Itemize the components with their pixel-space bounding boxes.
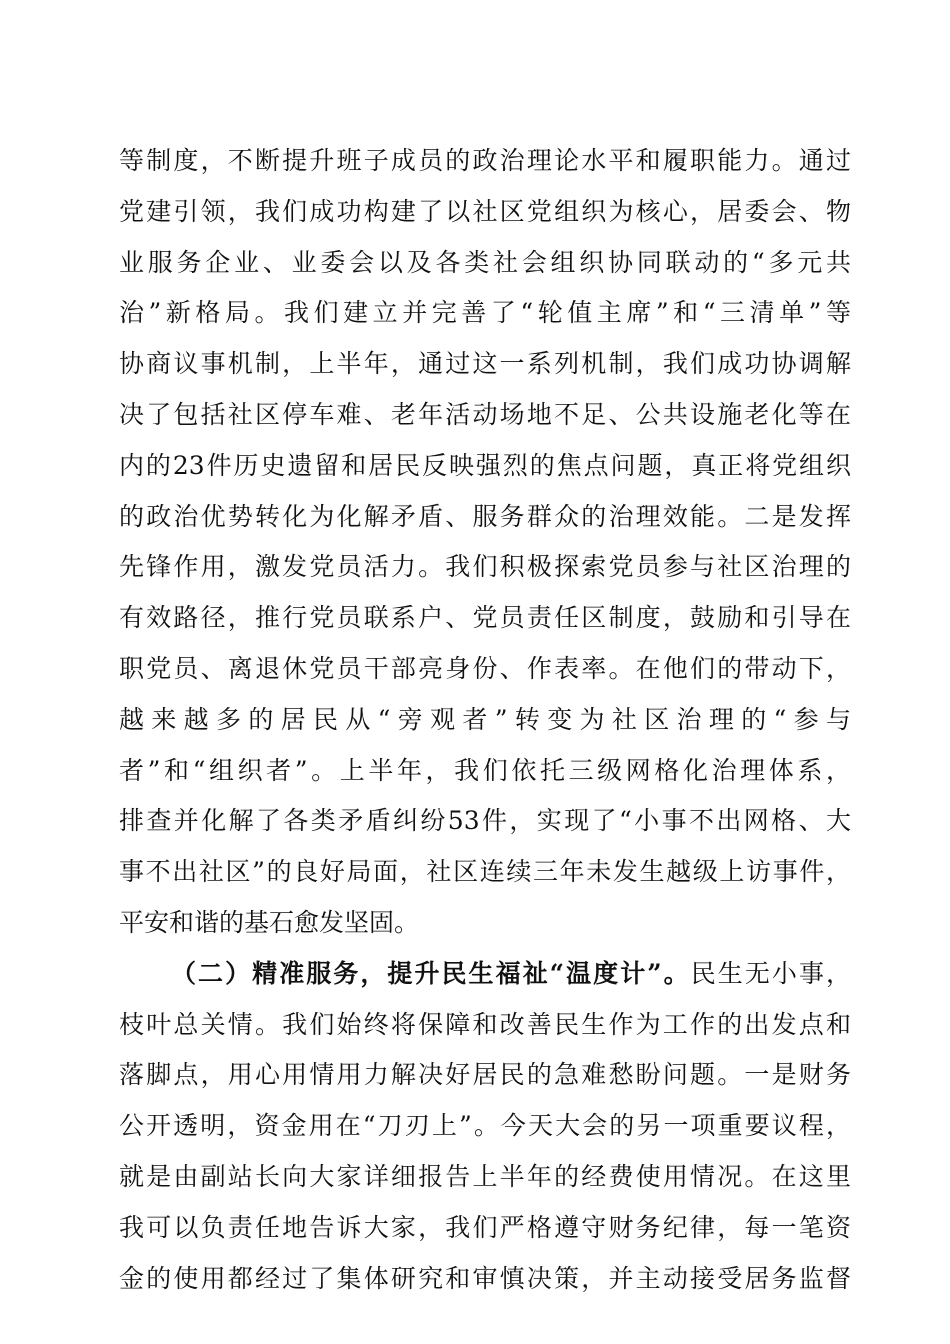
paragraph-line: 治”新格局。我们建立并完善了“轮值主席”和“三清单”等 — [119, 298, 851, 328]
section-line: 金的使用都经过了集体研究和审慎决策，并主动接受居务监督 — [119, 1263, 851, 1293]
paragraph-line: 党建引领，我们成功构建了以社区党组织为核心，居委会、物 — [119, 196, 851, 226]
section-line: 落脚点，用心用情用力解决好居民的急难愁盼问题。一是财务 — [119, 1060, 851, 1090]
paragraph-line: 先锋作用，激发党员活力。我们积极探索党员参与社区治理的 — [119, 552, 851, 582]
section-line: 就是由副站长向大家详细报告上半年的经费使用情况。在这里 — [119, 1161, 851, 1191]
section-line: 公开透明，资金用在“刀刃上”。今天大会的另一项重要议程， — [119, 1111, 851, 1141]
paragraph-line: 排查并化解了各类矛盾纠纷53件，实现了“小事不出网格、大 — [119, 806, 851, 836]
paragraph-line: 决了包括社区停车难、老年活动场地不足、公共设施老化等在 — [119, 399, 851, 429]
paragraph-line: 有效路径，推行党员联系户、党员责任区制度，鼓励和引导在 — [119, 603, 851, 633]
paragraph-line: 越来越多的居民从“旁观者”转变为社区治理的“参与 — [119, 704, 851, 734]
paragraph-line: 业服务企业、业委会以及各类社会组织协同联动的“多元共 — [119, 247, 851, 277]
section-heading-line — [119, 949, 851, 1000]
paragraph-line: 平安和谐的基石愈发坚固。 — [119, 907, 420, 937]
paragraph-line: 内的23件历史遗留和居民反映强烈的焦点问题，真正将党组织 — [119, 450, 851, 480]
document-body — [119, 136, 851, 1304]
paragraph-line: 等制度，不断提升班子成员的政治理论水平和履职能力。通过 — [119, 146, 851, 175]
paragraph-line: 者”和“组织者”。上半年，我们依托三级网格化治理体系， — [119, 755, 851, 785]
section-line: 枝叶总关情。我们始终将保障和改善民生作为工作的出发点和 — [119, 1009, 851, 1039]
paragraph-line: 事不出社区”的良好局面，社区连续三年未发生越级上访事件， — [119, 857, 851, 887]
section-heading: （二）精准服务，提升民生福祉“温度计”。 — [171, 958, 691, 988]
paragraph-line: 协商议事机制，上半年，通过这一系列机制，我们成功协调解 — [119, 349, 851, 379]
section-line: 我可以负责任地告诉大家，我们严格遵守财务纪律，每一笔资 — [119, 1212, 851, 1242]
paragraph-line: 的政治优势转化为化解矛盾、服务群众的治理效能。二是发挥 — [119, 501, 851, 531]
paragraph-line: 职党员、离退休党员干部亮身份、作表率。在他们的带动下， — [119, 653, 851, 683]
section-heading-rest: 民生无小事， — [690, 958, 851, 988]
